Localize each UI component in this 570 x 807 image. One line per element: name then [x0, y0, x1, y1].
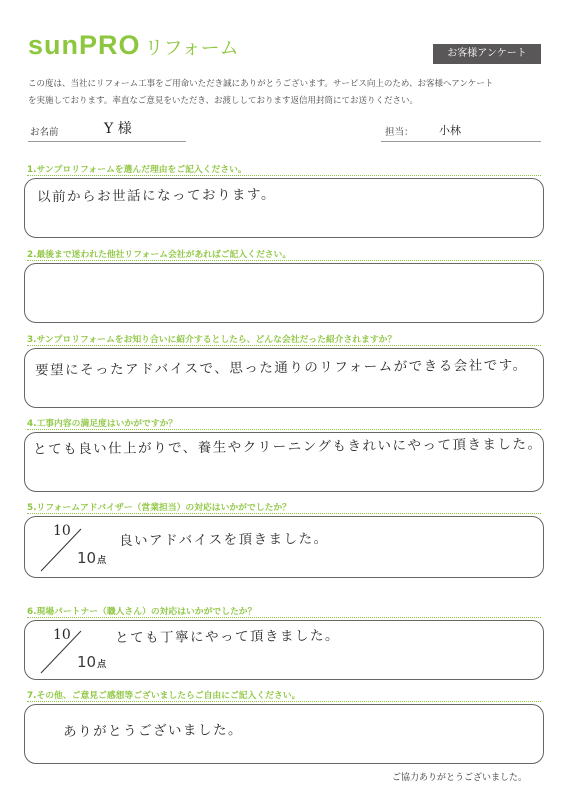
question-5-rule	[27, 513, 541, 514]
question-4-title: 4.工事内容の満足度はいかがですか？	[27, 419, 178, 429]
logo-wordmark: sunPRO	[28, 30, 141, 60]
score-6-given: 10	[53, 627, 71, 643]
brand-logo	[28, 30, 239, 61]
answer-5-text: 良いアドバイスを頂きました。	[118, 530, 329, 550]
question-3-title: 3.サンプロリフォームをお知り合いに紹介するとしたら、どんな会社だった紹介されますか？	[27, 335, 397, 345]
footer-thanks: ご協力ありがとうございました。	[392, 773, 528, 783]
answer-5-box	[24, 516, 544, 578]
representative-value: 小林	[439, 124, 461, 137]
answer-6-text: とても丁寧にやって頂きました。	[114, 627, 341, 647]
answer-1-box	[24, 178, 544, 238]
answer-7-box	[24, 704, 544, 764]
score-5-given: 10	[53, 523, 71, 539]
question-2-title: 2.最後まで迷われた他社リフォーム会社があればご記入ください。	[27, 250, 292, 260]
score-6-unit: 点	[97, 660, 107, 670]
intro-line-1: この度は、当社にリフォーム工事をご用命いただき誠にありがとうございます。サービス向上のため、お客様へアンケート	[28, 79, 494, 89]
question-7-title: 7.その他、ご意見ご感想等ございましたらご自由にご記入ください。	[27, 691, 301, 701]
representative-label: 担当：	[385, 127, 414, 138]
question-6-title: 6.現場パートナー（職人さん）の対応はいかがでしたか？	[27, 607, 257, 617]
answer-4-box	[24, 432, 544, 492]
score-6	[35, 625, 115, 679]
answer-3-box	[24, 348, 544, 408]
intro-text	[28, 76, 548, 110]
answer-4-text: とても良い仕上がりで、養生やクリーニングもきれいにやって頂きました。	[32, 436, 543, 458]
representative-field	[381, 117, 541, 142]
question-7-rule	[27, 701, 541, 702]
score-6-max	[77, 653, 106, 671]
answer-3-text: 要望にそったアドバイスで、思った通りのリフォームができる会社です。	[34, 357, 528, 379]
customer-name-field	[28, 117, 186, 142]
logo-subtitle: リフォーム	[144, 37, 239, 59]
question-2-rule	[27, 260, 541, 261]
intro-line-2: を実施しております。率直なご意見をいただき、お渡ししております返信用封筒にてお送りください。	[28, 96, 418, 106]
score-6-max-value: 10	[77, 653, 97, 671]
score-5-max-value: 10	[77, 549, 97, 567]
answer-6-box	[24, 620, 544, 680]
question-1-rule	[27, 175, 541, 176]
score-5	[35, 521, 115, 575]
score-5-unit: 点	[97, 556, 107, 566]
answer-7-text: ありがとうございました。	[62, 722, 244, 740]
score-5-max	[77, 549, 106, 567]
question-5-title: 5.リフォームアドバイザー（営業担当）の対応はいかがでしたか？	[27, 503, 291, 513]
survey-title-tag: お客様アンケート	[433, 44, 541, 64]
name-value: Y 様	[104, 121, 132, 137]
question-6-rule	[27, 617, 541, 618]
name-label: お名前	[30, 127, 59, 138]
answer-1-text: 以前からお世話になっております。	[36, 186, 277, 206]
question-1-title: 1.サンプロリフォームを選んだ理由をご記入ください。	[27, 165, 247, 175]
question-4-rule	[27, 429, 541, 430]
question-3-rule	[27, 345, 541, 346]
answer-2-box	[24, 263, 544, 323]
